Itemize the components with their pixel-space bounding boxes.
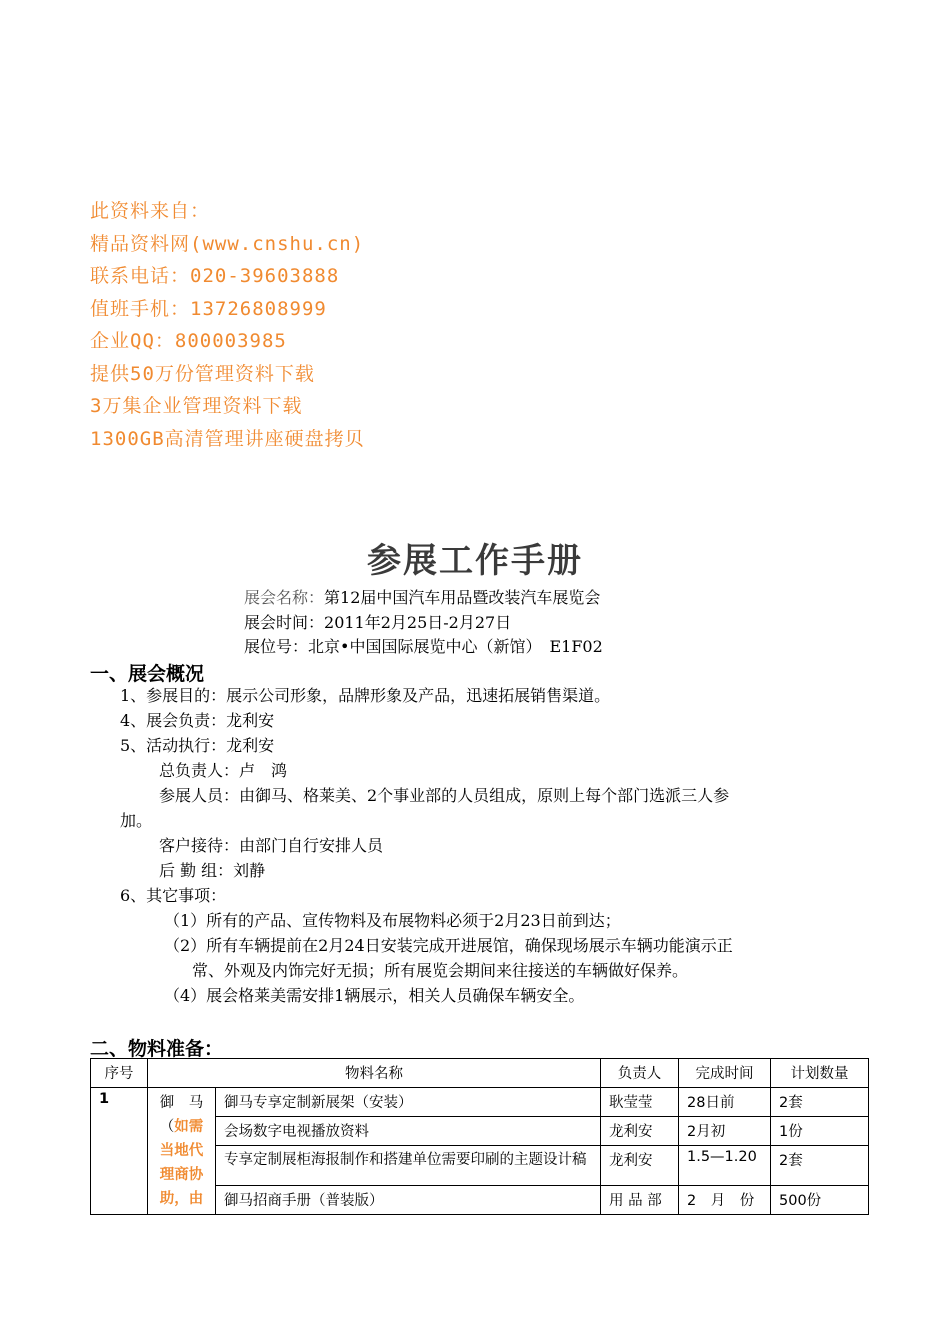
overview-line: （4）展会格莱美需安排1辆展示，相关人员确保车辆安全。 (164, 986, 585, 1005)
overview-line: 客户接待：由部门自行安排人员 (159, 836, 384, 855)
exhibition-name-value: 第12届中国汽车用品暨改装汽车展览会 (324, 588, 601, 607)
overview-line: 加。 (120, 811, 153, 830)
exhibition-info (244, 586, 603, 660)
promo-line: 提供50万份管理资料下载 (90, 362, 315, 385)
brand-name: 御 马 (159, 1095, 204, 1111)
item-qty: 500份 (771, 1186, 869, 1215)
overview-line: 后 勤 组：刘静 (159, 861, 266, 880)
exhibition-booth (244, 635, 603, 660)
col-seq: 序号 (91, 1059, 148, 1088)
item-owner: 耿莹莹 (601, 1088, 679, 1117)
item-time: 2 月 份 (679, 1186, 771, 1215)
item-time: 2月初 (679, 1117, 771, 1146)
item-time: 28日前 (679, 1088, 771, 1117)
overview-line: （1）所有的产品、宣传物料及布展物料必须于2月23日前到达； (164, 911, 621, 930)
col-time: 完成时间 (679, 1059, 771, 1088)
item-name: 御马专享定制新展架（安装） (216, 1088, 601, 1117)
item-qty: 1份 (771, 1117, 869, 1146)
brand-note-paren: （ (159, 1119, 175, 1135)
item-owner: 龙利安 (601, 1117, 679, 1146)
item-name: 会场数字电视播放资料 (216, 1117, 601, 1146)
row-seq: 1 (91, 1088, 148, 1215)
item-owner: 龙利安 (601, 1146, 679, 1186)
promo-line: 企业QQ：800003985 (90, 330, 287, 352)
item-qty: 2套 (771, 1146, 869, 1186)
section-heading-materials: 二、物料准备： (90, 1038, 224, 1060)
col-owner: 负责人 (601, 1059, 679, 1088)
col-qty: 计划数量 (771, 1059, 869, 1088)
overview-line: 参展人员：由御马、格莱美、2个事业部的人员组成，原则上每个部门选派三人参 (159, 786, 730, 805)
item-name: 专享定制展柜海报制作和搭建单位需要印刷的主题设计稿 (216, 1146, 601, 1186)
promo-block (90, 195, 365, 455)
promo-line: 值班手机：13726808999 (90, 297, 327, 320)
item-name: 御马招商手册（普装版） (216, 1186, 601, 1215)
table-row (91, 1088, 869, 1117)
promo-line: 精品资料网(www.cnshu.cn) (90, 232, 365, 255)
exhibition-booth-value: 北京•中国国际展览中心（新馆） E1F02 (308, 637, 603, 656)
page-title: 参展工作手册 (367, 541, 583, 581)
item-time: 1.5—1.20 (679, 1146, 771, 1186)
col-name: 物料名称 (148, 1059, 601, 1088)
exhibition-booth-label: 展位号： (244, 637, 309, 656)
promo-line: 联系电话：020-39603888 (90, 265, 340, 287)
exhibition-name (244, 586, 603, 611)
exhibition-time-value: 2011年2月25日-2月27日 (324, 612, 512, 632)
promo-line: 3万集企业管理资料下载 (90, 395, 303, 417)
brand-note (156, 1115, 207, 1211)
promo-line: 1300GB高清管理讲座硬盘拷贝 (90, 427, 365, 450)
exhibition-time-label: 展会时间： (244, 612, 325, 632)
overview-line: 6、其它事项： (120, 886, 227, 905)
exhibition-name-label: 展会名称： (244, 588, 325, 607)
overview-line: 常、外观及内饰完好无损；所有展览会期间来往接送的车辆做好保养。 (192, 961, 689, 980)
overview-line: 总负责人：卢 鸿 (159, 761, 288, 780)
materials-table (90, 1058, 869, 1215)
overview-line: 1、参展目的：展示公司形象，品牌形象及产品，迅速拓展销售渠道。 (120, 686, 611, 705)
promo-line: 此资料来自： (90, 200, 211, 222)
overview-line: （2）所有车辆提前在2月24日安装完成开进展馆，确保现场展示车辆功能演示正 (164, 936, 733, 955)
brand-note-text: 如需当地代理商协助，由 (159, 1119, 204, 1207)
section-heading-overview: 一、展会概况 (90, 663, 205, 685)
item-owner: 用 品 部 (601, 1186, 679, 1215)
overview-line: 5、活动执行：龙利安 (120, 736, 275, 755)
exhibition-time (244, 611, 603, 636)
item-qty: 2套 (771, 1088, 869, 1117)
brand-cell (148, 1088, 216, 1215)
overview-line: 4、展会负责：龙利安 (120, 711, 275, 730)
